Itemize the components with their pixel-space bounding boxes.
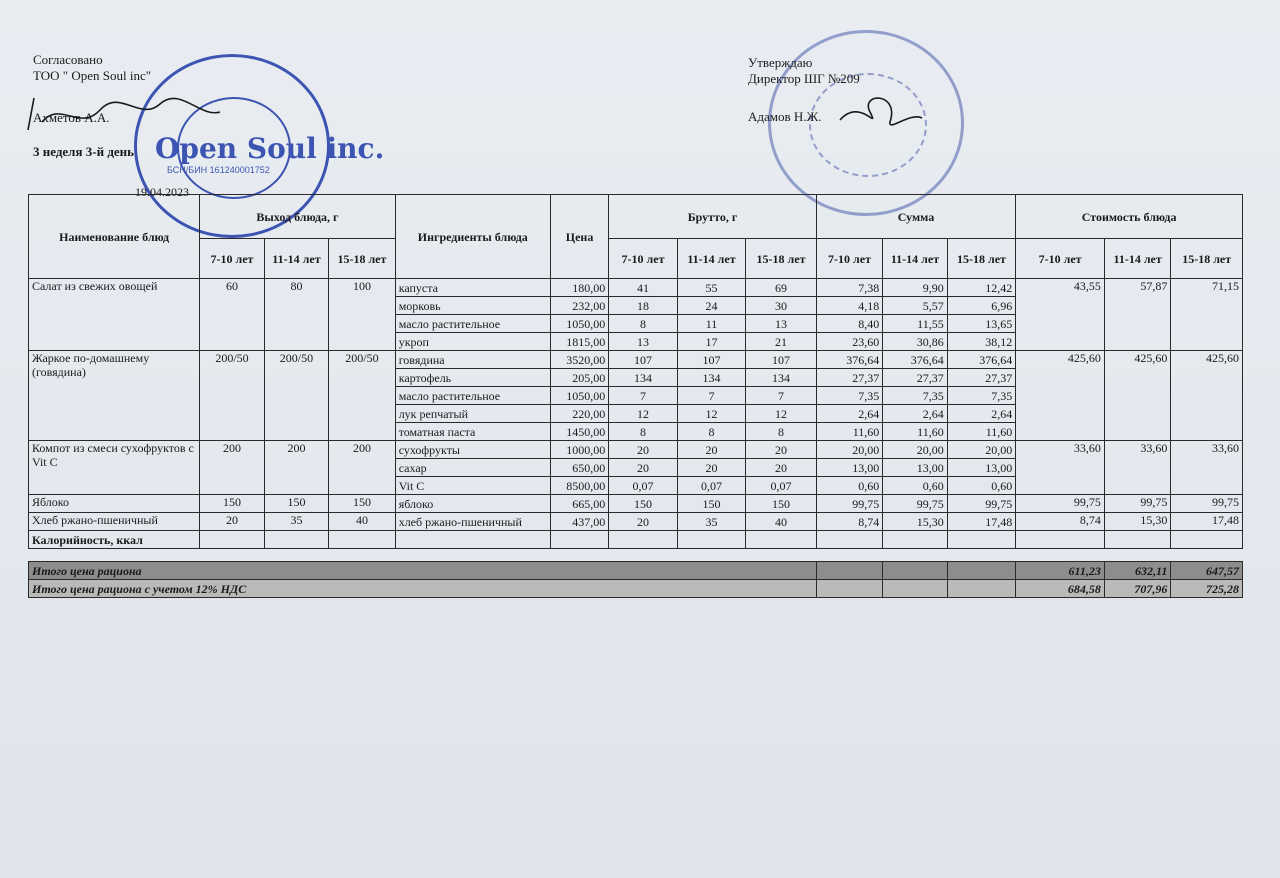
sum-value: 376,64 xyxy=(883,351,947,369)
col-header-age: 15-18 лет xyxy=(1171,239,1243,279)
brutto-value: 134 xyxy=(677,369,746,387)
brutto-value: 20 xyxy=(677,441,746,459)
ingredient-price: 665,00 xyxy=(550,495,608,513)
sum-value: 6,96 xyxy=(947,297,1016,315)
ingredient-name: масло растительное xyxy=(395,387,550,405)
col-header-name: Наименование блюд xyxy=(29,195,200,279)
director-title: Директор ШГ №209 xyxy=(748,71,860,86)
approval-block-left xyxy=(33,52,151,160)
signer-left: Ахметов А.А. xyxy=(33,110,110,125)
total-value: 611,23 xyxy=(1016,562,1105,580)
dish-cost: 99,75 xyxy=(1104,495,1170,513)
sum-value: 99,75 xyxy=(816,495,882,513)
calories-label: Калорийность, ккал xyxy=(29,531,200,549)
sum-value: 11,60 xyxy=(816,423,882,441)
sum-value: 17,48 xyxy=(947,513,1016,531)
sum-value: 0,60 xyxy=(947,477,1016,495)
ingredient-name: яблоко xyxy=(395,495,550,513)
brutto-value: 107 xyxy=(677,351,746,369)
menu-table xyxy=(28,194,1243,598)
dish-output: 200 xyxy=(200,441,264,495)
col-header-age: 7-10 лет xyxy=(609,239,678,279)
sum-value: 0,60 xyxy=(883,477,947,495)
brutto-value: 107 xyxy=(609,351,678,369)
dish-cost: 99,75 xyxy=(1016,495,1105,513)
sum-value: 11,60 xyxy=(883,423,947,441)
dish-cost: 425,60 xyxy=(1016,351,1105,441)
brutto-value: 150 xyxy=(746,495,817,513)
ingredient-price: 220,00 xyxy=(550,405,608,423)
dish-name: Хлеб ржано-пшеничный xyxy=(29,513,200,531)
sum-value: 30,86 xyxy=(883,333,947,351)
dish-output: 150 xyxy=(200,495,264,513)
brutto-value: 20 xyxy=(609,513,678,531)
ingredient-name: сахар xyxy=(395,459,550,477)
document-date: 19.04.2023 xyxy=(135,185,189,199)
col-header-age: 15-18 лет xyxy=(746,239,817,279)
ingredient-price: 437,00 xyxy=(550,513,608,531)
brutto-value: 18 xyxy=(609,297,678,315)
dish-cost: 15,30 xyxy=(1104,513,1170,531)
brutto-value: 12 xyxy=(677,405,746,423)
brutto-value: 20 xyxy=(677,459,746,477)
dish-output: 100 xyxy=(329,279,396,351)
brutto-value: 12 xyxy=(609,405,678,423)
sum-value: 376,64 xyxy=(816,351,882,369)
ingredient-price: 1050,00 xyxy=(550,387,608,405)
dish-output: 200/50 xyxy=(329,351,396,441)
sum-value: 8,40 xyxy=(816,315,882,333)
sum-value: 27,37 xyxy=(816,369,882,387)
brutto-value: 20 xyxy=(746,459,817,477)
col-header-age: 7-10 лет xyxy=(816,239,882,279)
ingredient-price: 1450,00 xyxy=(550,423,608,441)
table-row xyxy=(29,351,1243,369)
ingredient-name: говядина xyxy=(395,351,550,369)
ingredient-price: 232,00 xyxy=(550,297,608,315)
ingredient-name: томатная паста xyxy=(395,423,550,441)
company-seal-brand: Open Soul inc. xyxy=(155,132,385,165)
total-vat-value: 684,58 xyxy=(1016,580,1105,598)
brutto-value: 20 xyxy=(609,441,678,459)
table-row xyxy=(29,495,1243,513)
col-header-age: 15-18 лет xyxy=(329,239,396,279)
ingredient-name: укроп xyxy=(395,333,550,351)
ingredient-name: морковь xyxy=(395,297,550,315)
brutto-value: 30 xyxy=(746,297,817,315)
brutto-value: 7 xyxy=(609,387,678,405)
dish-name: Жаркое по-домашнему (говядина) xyxy=(29,351,200,441)
col-header-age: 15-18 лет xyxy=(947,239,1016,279)
dish-name: Салат из свежих овощей xyxy=(29,279,200,351)
company-seal-bin: БСН/БИН 161240001752 xyxy=(167,165,270,175)
col-header-age: 7-10 лет xyxy=(200,239,264,279)
dish-cost: 33,60 xyxy=(1016,441,1105,495)
brutto-value: 13 xyxy=(746,315,817,333)
dish-cost: 425,60 xyxy=(1171,351,1243,441)
dish-output: 80 xyxy=(264,279,328,351)
sum-value: 20,00 xyxy=(816,441,882,459)
dish-cost: 8,74 xyxy=(1016,513,1105,531)
dish-cost: 33,60 xyxy=(1104,441,1170,495)
col-header-age: 11-14 лет xyxy=(677,239,746,279)
dish-cost: 33,60 xyxy=(1171,441,1243,495)
dish-output: 40 xyxy=(329,513,396,531)
col-header-age: 11-14 лет xyxy=(264,239,328,279)
total-value: 647,57 xyxy=(1171,562,1243,580)
brutto-value: 0,07 xyxy=(609,477,678,495)
sum-value: 7,38 xyxy=(816,279,882,297)
approval-block-right xyxy=(748,55,860,125)
brutto-value: 24 xyxy=(677,297,746,315)
ingredient-price: 1000,00 xyxy=(550,441,608,459)
brutto-value: 11 xyxy=(677,315,746,333)
brutto-value: 7 xyxy=(677,387,746,405)
brutto-value: 0,07 xyxy=(677,477,746,495)
col-header-output: Выход блюда, г xyxy=(200,195,395,239)
col-header-sum: Сумма xyxy=(816,195,1015,239)
ingredient-price: 1050,00 xyxy=(550,315,608,333)
sum-value: 15,30 xyxy=(883,513,947,531)
brutto-value: 69 xyxy=(746,279,817,297)
dish-cost: 17,48 xyxy=(1171,513,1243,531)
ingredient-name: Vit C xyxy=(395,477,550,495)
brutto-value: 7 xyxy=(746,387,817,405)
total-vat-value: 707,96 xyxy=(1104,580,1170,598)
col-header-brutto: Брутто, г xyxy=(609,195,817,239)
brutto-value: 134 xyxy=(746,369,817,387)
brutto-value: 0,07 xyxy=(746,477,817,495)
brutto-value: 150 xyxy=(609,495,678,513)
sum-value: 20,00 xyxy=(883,441,947,459)
sum-value: 0,60 xyxy=(816,477,882,495)
brutto-value: 8 xyxy=(677,423,746,441)
sum-value: 27,37 xyxy=(947,369,1016,387)
col-header-age: 7-10 лет xyxy=(1016,239,1105,279)
ingredient-price: 3520,00 xyxy=(550,351,608,369)
ingredient-price: 1815,00 xyxy=(550,333,608,351)
approve-label: Утверждаю xyxy=(748,55,813,70)
sum-value: 38,12 xyxy=(947,333,1016,351)
ingredient-price: 650,00 xyxy=(550,459,608,477)
dish-output: 35 xyxy=(264,513,328,531)
brutto-value: 55 xyxy=(677,279,746,297)
sum-value: 13,65 xyxy=(947,315,1016,333)
company-name: ТОО " Open Soul inc" xyxy=(33,68,152,83)
ingredient-name: картофель xyxy=(395,369,550,387)
sum-value: 11,55 xyxy=(883,315,947,333)
dish-output: 60 xyxy=(200,279,264,351)
dish-cost: 99,75 xyxy=(1171,495,1243,513)
agreed-label: Согласовано xyxy=(33,52,103,67)
dish-output: 200 xyxy=(264,441,328,495)
brutto-value: 13 xyxy=(609,333,678,351)
dish-name: Яблоко xyxy=(29,495,200,513)
brutto-value: 21 xyxy=(746,333,817,351)
sum-value: 2,64 xyxy=(816,405,882,423)
ingredient-name: лук репчатый xyxy=(395,405,550,423)
brutto-value: 12 xyxy=(746,405,817,423)
brutto-value: 41 xyxy=(609,279,678,297)
ingredient-name: сухофрукты xyxy=(395,441,550,459)
table-row xyxy=(29,279,1243,297)
sum-value: 20,00 xyxy=(947,441,1016,459)
sum-value: 8,74 xyxy=(816,513,882,531)
sum-value: 13,00 xyxy=(816,459,882,477)
table-row xyxy=(29,513,1243,531)
brutto-value: 8 xyxy=(609,315,678,333)
dish-output: 200/50 xyxy=(264,351,328,441)
brutto-value: 20 xyxy=(609,459,678,477)
col-header-age: 11-14 лет xyxy=(1104,239,1170,279)
sum-value: 11,60 xyxy=(947,423,1016,441)
sum-value: 12,42 xyxy=(947,279,1016,297)
ingredient-name: масло растительное xyxy=(395,315,550,333)
total-vat-label: Итого цена рациона с учетом 12% НДС xyxy=(29,580,817,598)
dish-cost: 43,55 xyxy=(1016,279,1105,351)
sum-value: 99,75 xyxy=(947,495,1016,513)
signer-right: Адамов Н.Ж. xyxy=(748,109,822,124)
brutto-value: 20 xyxy=(746,441,817,459)
dish-output: 200 xyxy=(329,441,396,495)
sum-value: 2,64 xyxy=(883,405,947,423)
sum-value: 4,18 xyxy=(816,297,882,315)
ingredient-name: хлеб ржано-пшеничный xyxy=(395,513,550,531)
sum-value: 7,35 xyxy=(816,387,882,405)
brutto-value: 8 xyxy=(746,423,817,441)
ingredient-name: капуста xyxy=(395,279,550,297)
sum-value: 99,75 xyxy=(883,495,947,513)
brutto-value: 134 xyxy=(609,369,678,387)
sum-value: 5,57 xyxy=(883,297,947,315)
sum-value: 27,37 xyxy=(883,369,947,387)
ingredient-price: 8500,00 xyxy=(550,477,608,495)
brutto-value: 17 xyxy=(677,333,746,351)
total-label: Итого цена рациона xyxy=(29,562,817,580)
brutto-value: 8 xyxy=(609,423,678,441)
sum-value: 13,00 xyxy=(947,459,1016,477)
dish-cost: 71,15 xyxy=(1171,279,1243,351)
ingredient-price: 180,00 xyxy=(550,279,608,297)
sum-value: 7,35 xyxy=(883,387,947,405)
sum-value: 7,35 xyxy=(947,387,1016,405)
sum-value: 376,64 xyxy=(947,351,1016,369)
dish-cost: 57,87 xyxy=(1104,279,1170,351)
col-header-price: Цена xyxy=(550,195,608,279)
brutto-value: 150 xyxy=(677,495,746,513)
sum-value: 9,90 xyxy=(883,279,947,297)
table-row xyxy=(29,441,1243,459)
week-day-label: 3 неделя 3-й день xyxy=(33,144,135,159)
dish-output: 20 xyxy=(200,513,264,531)
dish-output: 200/50 xyxy=(200,351,264,441)
col-header-age: 11-14 лет xyxy=(883,239,947,279)
sum-value: 2,64 xyxy=(947,405,1016,423)
dish-cost: 425,60 xyxy=(1104,351,1170,441)
dish-name: Компот из смеси сухофруктов с Vit C xyxy=(29,441,200,495)
sum-value: 23,60 xyxy=(816,333,882,351)
brutto-value: 40 xyxy=(746,513,817,531)
ingredient-price: 205,00 xyxy=(550,369,608,387)
total-value: 632,11 xyxy=(1104,562,1170,580)
dish-output: 150 xyxy=(329,495,396,513)
brutto-value: 35 xyxy=(677,513,746,531)
dish-output: 150 xyxy=(264,495,328,513)
total-vat-value: 725,28 xyxy=(1171,580,1243,598)
sum-value: 13,00 xyxy=(883,459,947,477)
brutto-value: 107 xyxy=(746,351,817,369)
col-header-cost: Стоимость блюда xyxy=(1016,195,1243,239)
col-header-ingredients: Ингредиенты блюда xyxy=(395,195,550,279)
